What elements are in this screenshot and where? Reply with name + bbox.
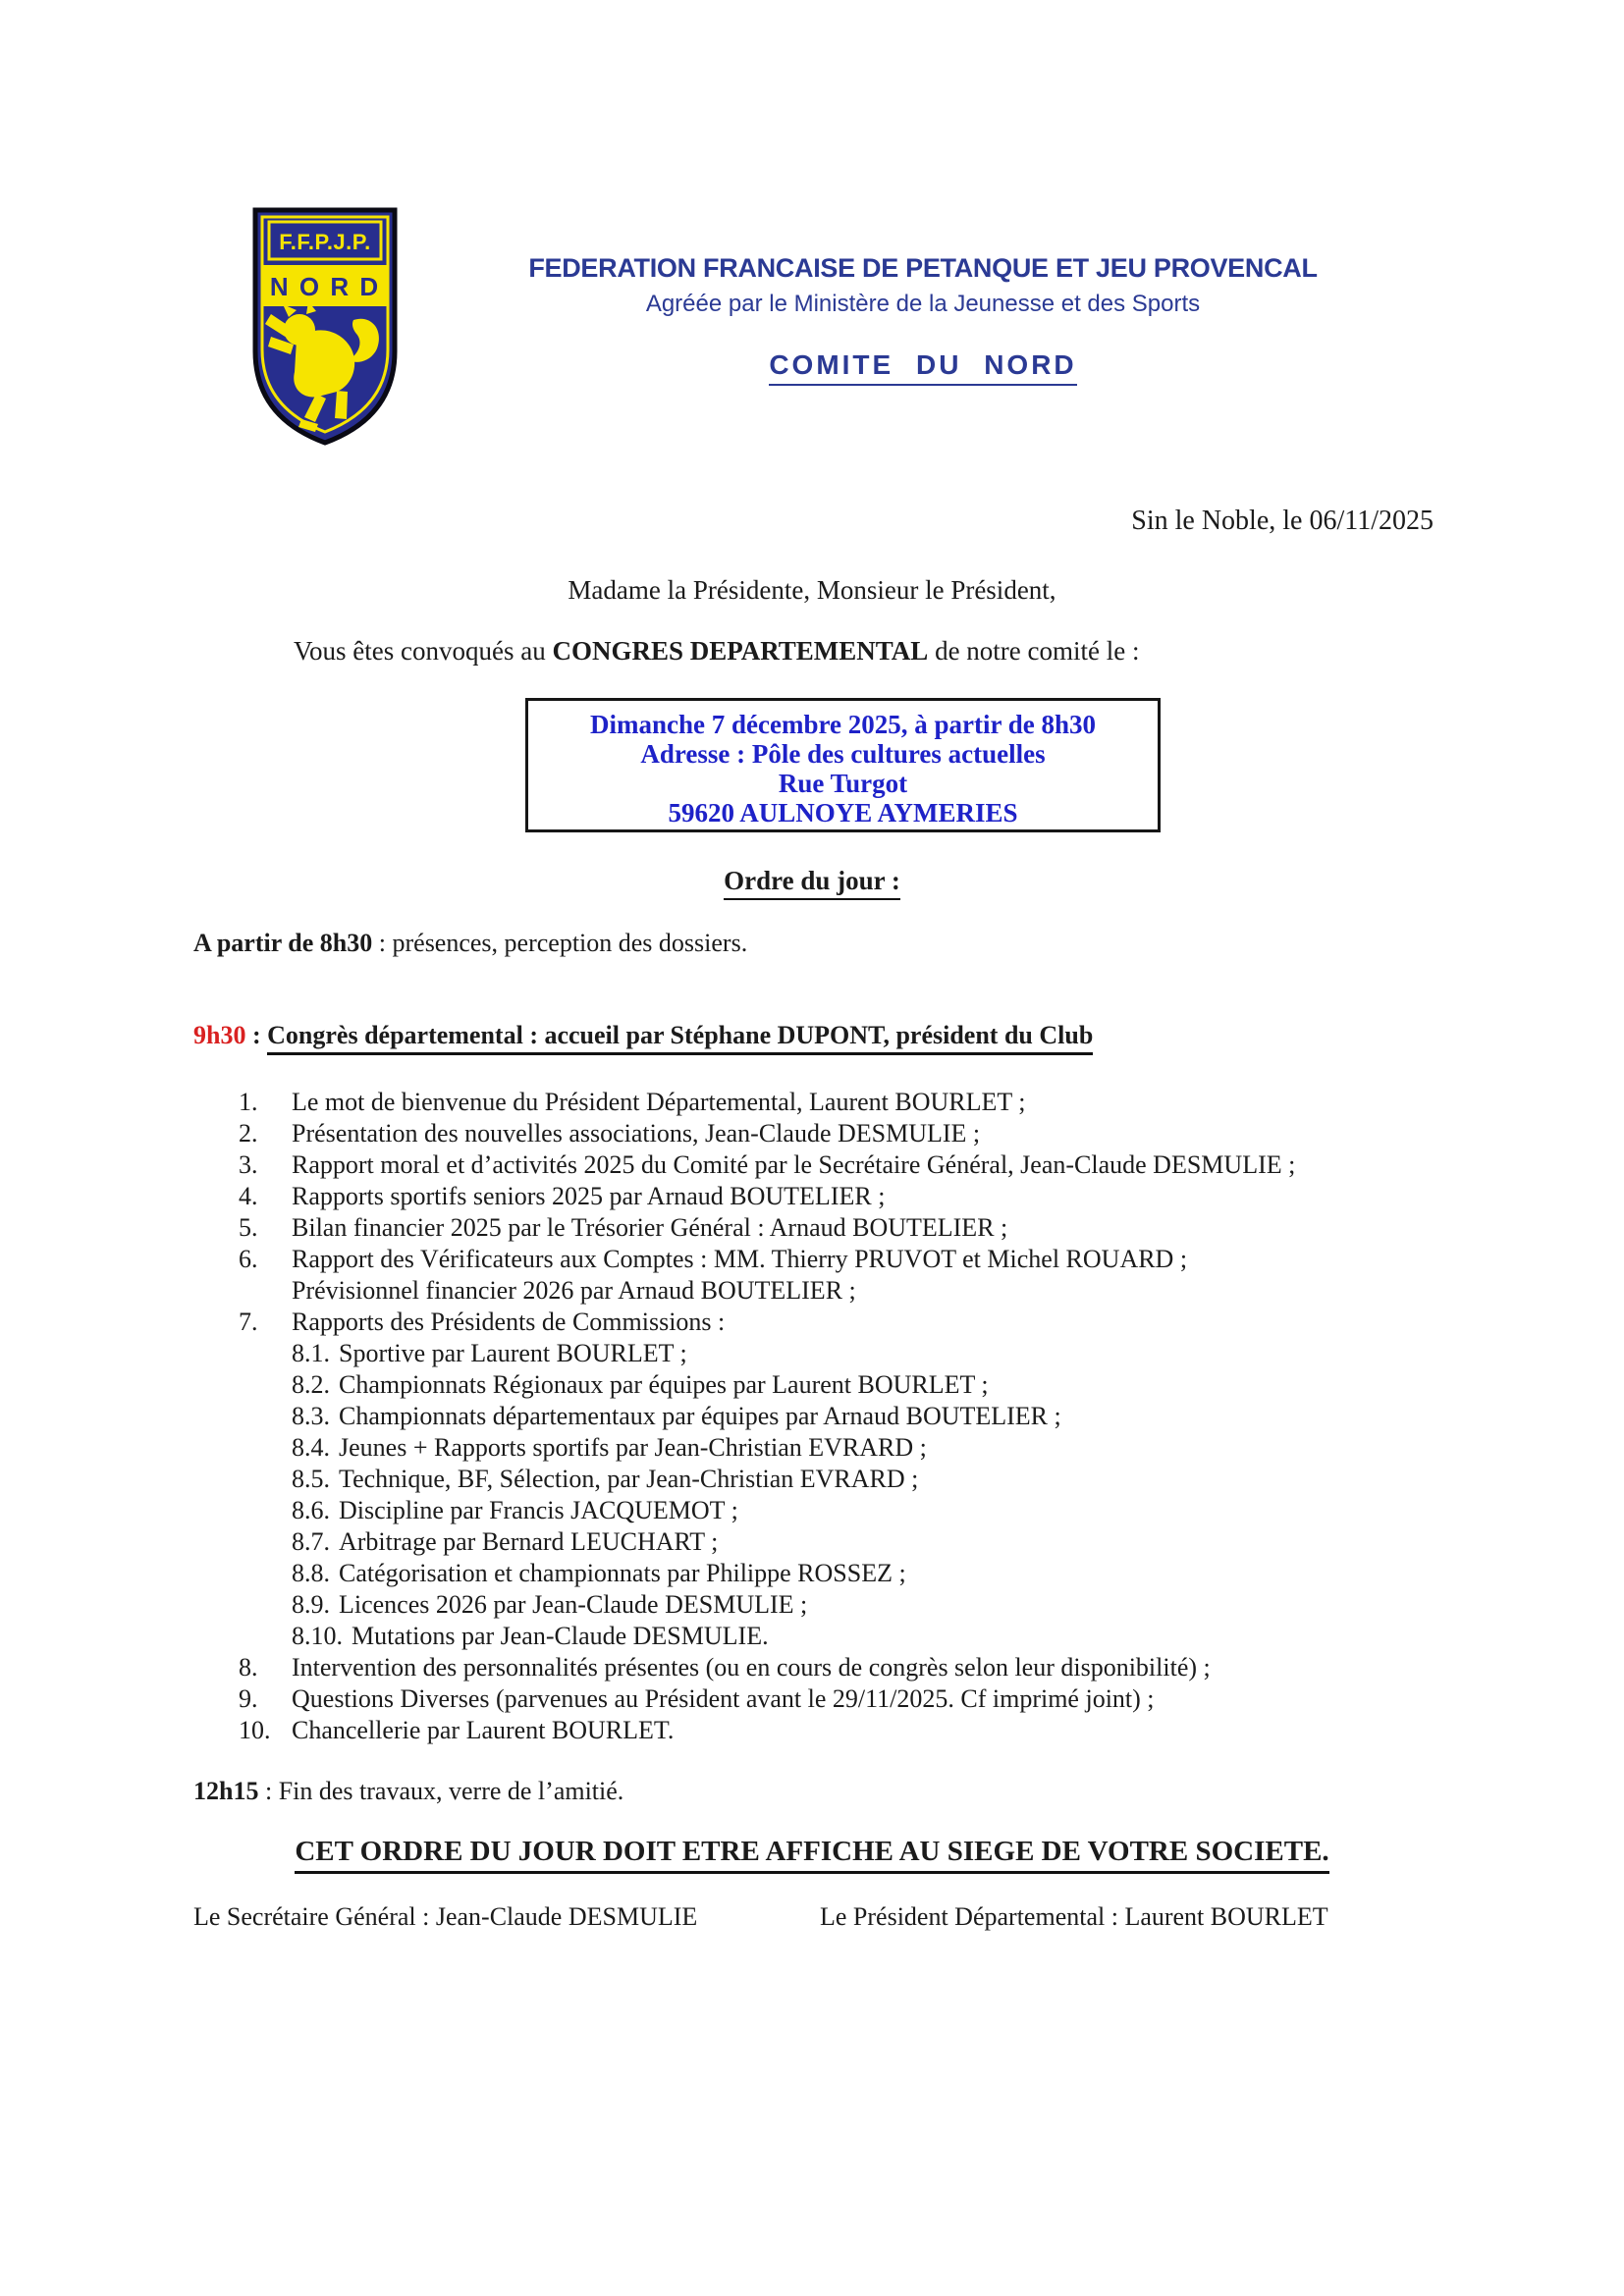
list-subitem [193,1432,1588,1464]
agenda-list [193,1087,1588,1746]
convocation-sentence [294,636,1139,667]
venue-date: Dimanche 7 décembre 2025, à partir de 8h30 [590,710,1096,739]
list-subitem [193,1401,1588,1432]
list-item [193,1212,1588,1244]
item-number: 1. [239,1088,258,1116]
item-text: Jeunes + Rapports sportifs par Jean-Christian EVRARD ; [339,1433,927,1462]
registration-line [193,929,747,958]
list-subitem [193,1621,1588,1652]
list-item [193,1149,1588,1181]
signature-line [193,1902,1434,1942]
list-subitem [193,1558,1588,1589]
item-text: Bilan financier 2025 par le Trésorier Général : Arnaud BOUTELIER ; [292,1213,1008,1242]
item-number: 8.2. [292,1370,330,1399]
item-text: Sportive par Laurent BOURLET ; [339,1339,687,1367]
item-number: 8.7. [292,1527,330,1556]
item-text: Arbitrage par Bernard LEUCHART ; [339,1527,719,1556]
list-subitem [193,1464,1588,1495]
item-number: 8.5. [292,1465,330,1493]
secretary-signature: Le Secrétaire Général : Jean-Claude DESMULIE [193,1902,698,1931]
item-number: 8.3. [292,1402,330,1430]
item-text: Championnats Régionaux par équipes par Laurent BOURLET ; [339,1370,989,1399]
list-subitem [193,1338,1588,1369]
item-number: 8.6. [292,1496,330,1524]
convocation-prefix: Vous êtes convoqués au [294,636,553,666]
item-text: Rapports sportifs seniors 2025 par Arnaud BOUTELIER ; [292,1182,886,1210]
logo-region-text: N O R D [269,272,381,301]
closing-time: 12h15 [193,1777,259,1805]
item-text: Technique, BF, Sélection, par Jean-Christian EVRARD ; [339,1465,919,1493]
ffpjp-nord-logo [245,204,405,450]
item-number: 3. [239,1150,258,1179]
item-text: Catégorisation et championnats par Philippe ROSSEZ ; [339,1559,906,1587]
item-number: 5. [239,1213,258,1242]
salutation: Madame la Présidente, Monsieur le Président, [568,575,1056,605]
item-number: 6. [239,1245,258,1273]
list-item [193,1715,1588,1746]
list-subitem [193,1526,1588,1558]
congress-time: 9h30 [193,1021,246,1049]
closing-text: : Fin des travaux, verre de l’amitié. [258,1777,624,1805]
list-subitem [193,1495,1588,1526]
shield-icon [245,204,405,450]
venue-city: 59620 AULNOYE AYMERIES [668,798,1018,828]
item-text: Rapport moral et d’activités 2025 du Comité par le Secrétaire Général, Jean-Claude DESMULIE ; [292,1150,1296,1179]
venue-street: Rue Turgot [778,769,908,798]
congress-heading-line [193,1021,1093,1055]
agenda-title-wrap [95,866,1529,900]
list-item [193,1307,1588,1338]
accreditation-line: Agréée par le Ministère de la Jeunesse et des Sports [645,291,1201,317]
convocation-emphasis: CONGRES DEPARTEMENTAL [552,636,929,666]
item-number: 9. [239,1684,258,1713]
item-number: 8.9. [292,1590,330,1619]
letterhead [422,251,1424,386]
list-item-continuation [193,1275,1588,1307]
committee-name: COMITE DU NORD [769,349,1076,386]
item-text: Rapports des Présidents de Commissions : [292,1308,726,1336]
convocation-suffix: de notre comité le : [928,636,1140,666]
item-number: 4. [239,1182,258,1210]
item-text: Prévisionnel financier 2026 par Arnaud BOUTELIER ; [292,1276,856,1305]
item-number: 8.10. [292,1622,343,1650]
list-item [193,1244,1588,1275]
item-text: Discipline par Francis JACQUEMOT ; [339,1496,738,1524]
item-text: Intervention des personnalités présentes (ou en cours de congrès selon leur disponibilité) ; [292,1653,1211,1682]
list-item [193,1683,1588,1715]
item-text: Licences 2026 par Jean-Claude DESMULIE ; [339,1590,808,1619]
committee-line-wrap [422,320,1424,386]
venue-box [525,698,1161,832]
list-subitem [193,1589,1588,1621]
item-number: 8.4. [292,1433,330,1462]
list-item [193,1087,1588,1118]
item-text: Présentation des nouvelles associations, Jean-Claude DESMULIE ; [292,1119,981,1148]
registration-time: A partir de 8h30 [193,929,373,957]
agenda-title: Ordre du jour : [724,866,900,900]
item-text: Questions Diverses (parvenues au Président avant le 29/11/2025. Cf imprimé joint) ; [292,1684,1155,1713]
federation-name: FEDERATION FRANCAISE DE PETANQUE ET JEU PROVENCAL [528,253,1318,283]
item-number: 8.8. [292,1559,330,1587]
item-number: 2. [239,1119,258,1148]
item-text: Chancellerie par Laurent BOURLET. [292,1716,675,1744]
list-item [193,1181,1588,1212]
dateline: Sin le Noble, le 06/11/2025 [1131,506,1434,536]
item-number: 10. [239,1716,271,1744]
item-number: 8.1. [292,1339,330,1367]
item-text: Mutations par Jean-Claude DESMULIE. [352,1622,769,1650]
item-text: Championnats départementaux par équipes par Arnaud BOUTELIER ; [339,1402,1061,1430]
item-number: 7. [239,1308,258,1336]
registration-text: : présences, perception des dossiers. [372,929,748,957]
closing-line [193,1777,623,1806]
item-text: Le mot de bienvenue du Président Départemental, Laurent BOURLET ; [292,1088,1026,1116]
display-notice: CET ORDRE DU JOUR DOIT ETRE AFFICHE AU SIEGE DE VOTRE SOCIETE. [295,1836,1328,1874]
congress-separator: : [245,1021,268,1049]
item-text: Rapport des Vérificateurs aux Comptes : MM. Thierry PRUVOT et Michel ROUARD ; [292,1245,1188,1273]
congress-heading: Congrès départemental : accueil par Stéphane DUPONT, président du Club [267,1021,1093,1055]
list-item [193,1118,1588,1149]
list-subitem [193,1369,1588,1401]
venue-address: Adresse : Pôle des cultures actuelles [640,739,1046,769]
list-item [193,1652,1588,1683]
display-notice-wrap [95,1836,1529,1874]
president-signature: Le Président Départemental : Laurent BOURLET [820,1902,1328,1931]
logo-acronym-text: F.F.P.J.P. [279,230,371,254]
item-number: 8. [239,1653,258,1682]
